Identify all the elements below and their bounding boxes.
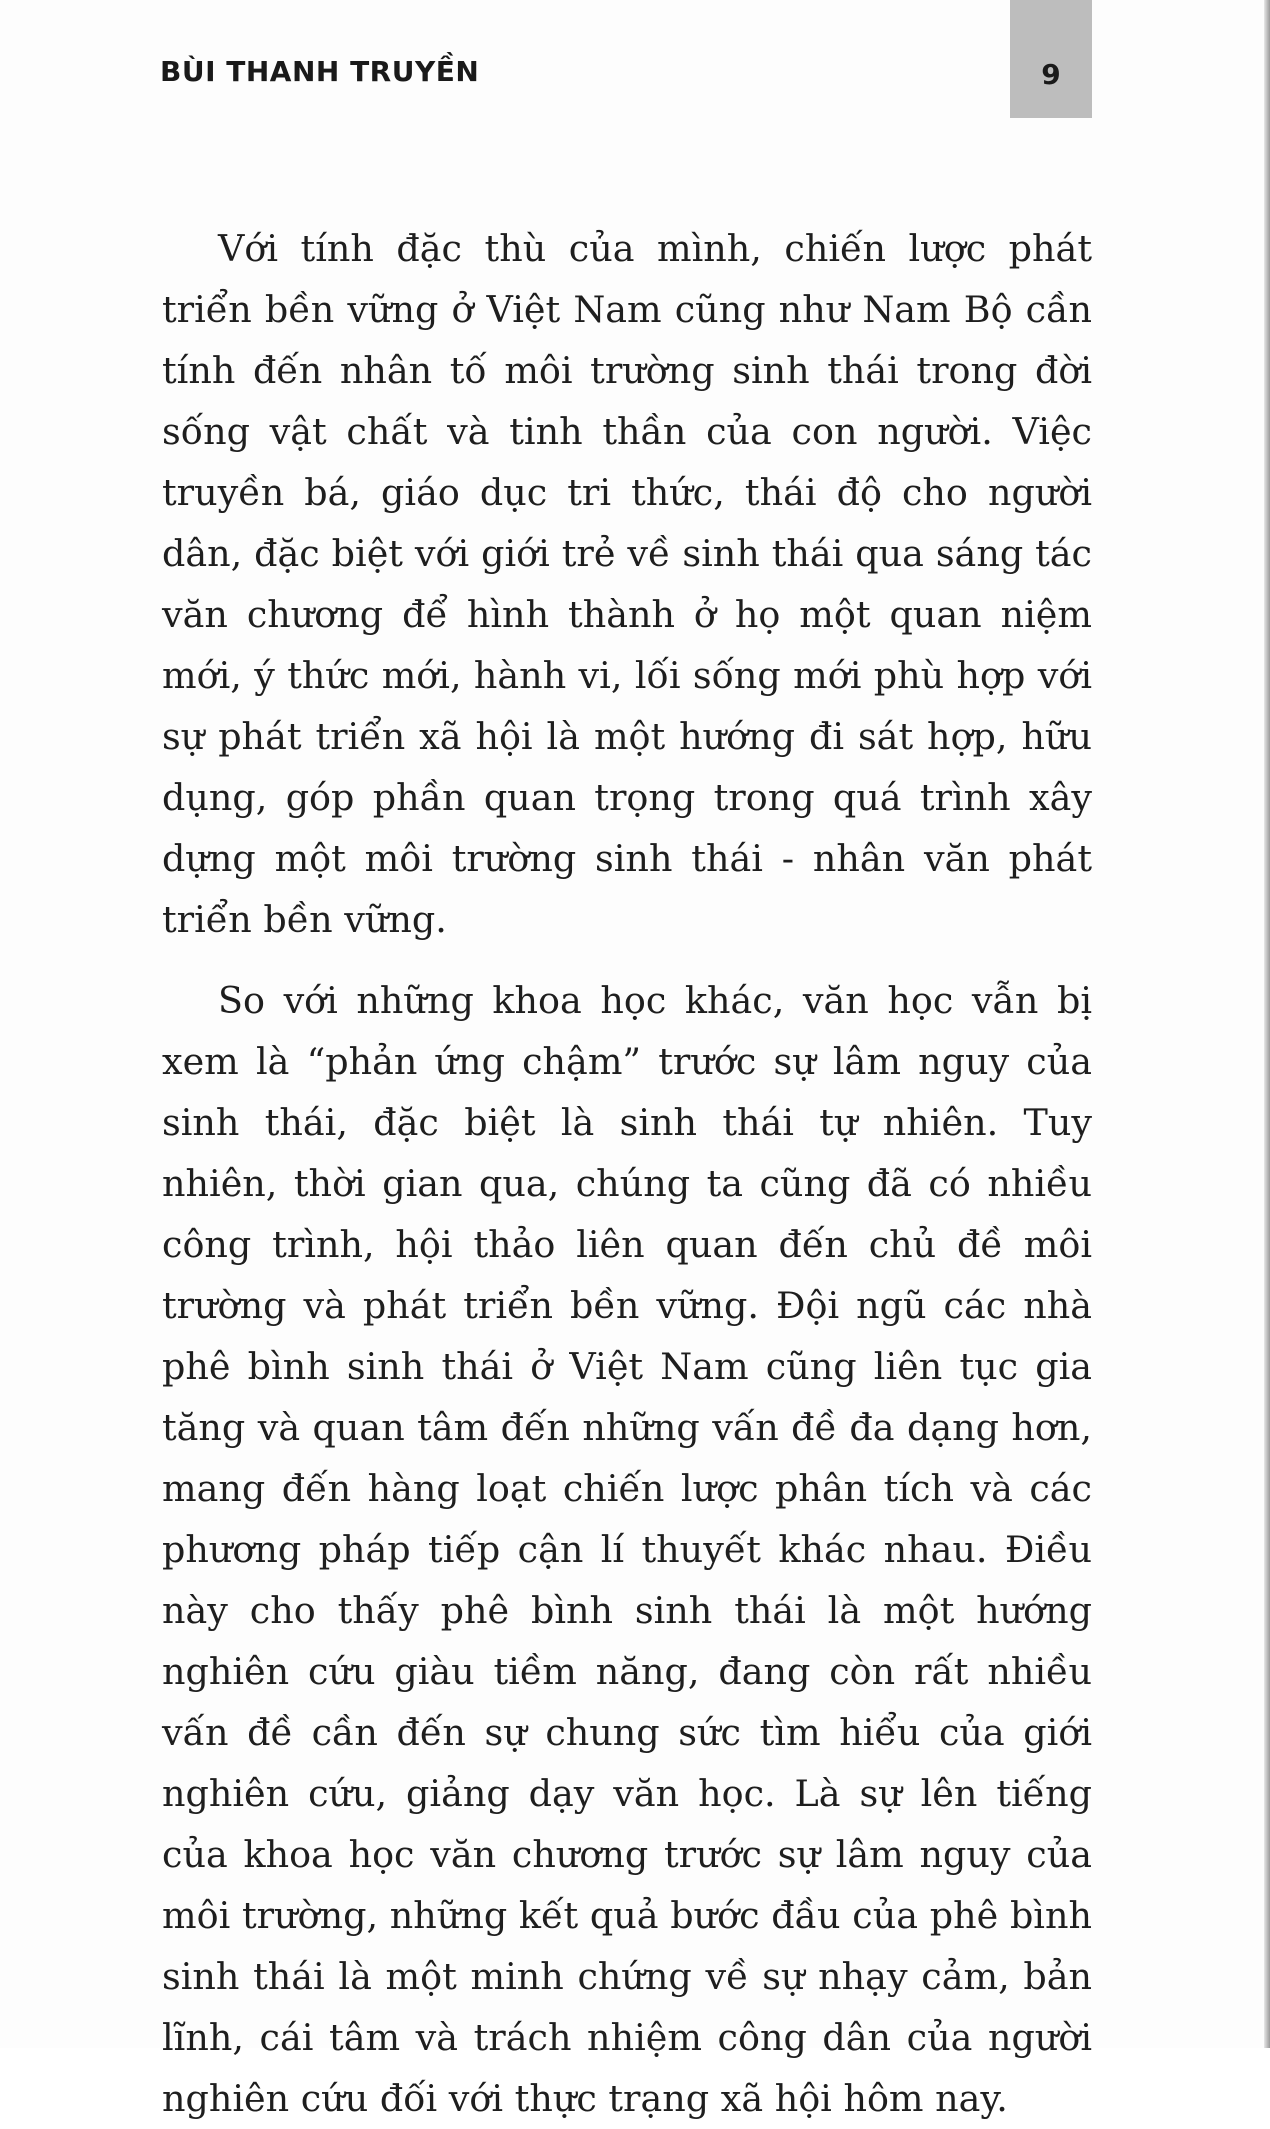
page-edge-shadow (1264, 0, 1270, 2048)
page-number: 9 (1041, 57, 1061, 91)
paragraph: So với những khoa học khác, văn học vẫn bị xem là “phản ứng chậm” trước sự lâm nguy của sinh thái, đặc biệt là sinh thái tự nhiên. Tuy nhiên, thời gian qua, chúng ta cũng đã có nhiều công trình, hội thảo liên quan đến chủ đề môi trường và phát triển bền vững. Đội ngũ các nhà phê bình sinh thái ở Việt Nam cũng liên tục gia tăng và quan tâm đến những vấn đề đa dạng hơn, mang đến hàng loạt chiến lược phân tích và các phương pháp tiếp cận lí thuyết khác nhau. Điều này cho thấy phê bình sinh thái là một hướng nghiên cứu giàu tiềm năng, đang còn rất nhiều vấn đề cần đến sự chung sức tìm hiểu của giới nghiên cứu, giảng dạy văn học. Là sự lên tiếng của khoa học văn chương trước sự lâm nguy của môi trường, những kết quả bước đầu của phê bình sinh thái là một minh chứng về sự nhạy cảm, bản lĩnh, cái tâm và trách nhiệm công dân của người nghiên cứu đối với thực trạng xã hội hôm nay. (162, 979, 1092, 2120)
page-header (0, 0, 1270, 120)
body-text (162, 218, 1092, 2129)
page-number-tab (1010, 0, 1092, 118)
paragraph: Với tính đặc thù của mình, chiến lược phát triển bền vững ở Việt Nam cũng như Nam Bộ cần tính đến nhân tố môi trường sinh thái trong đời sống vật chất và tinh thần của con người. Việc truyền bá, giáo dục tri thức, thái độ cho người dân, đặc biệt với giới trẻ về sinh thái qua sáng tác văn chương để hình thành ở họ một quan niệm mới, ý thức mới, hành vi, lối sống mới phù hợp với sự phát triển xã hội là một hướng đi sát hợp, hữu dụng, góp phần quan trọng trong quá trình xây dựng một môi trường sinh thái - nhân văn phát triển bền vững. (162, 227, 1092, 941)
running-head-author: BÙI THANH TRUYỀN (160, 55, 480, 88)
